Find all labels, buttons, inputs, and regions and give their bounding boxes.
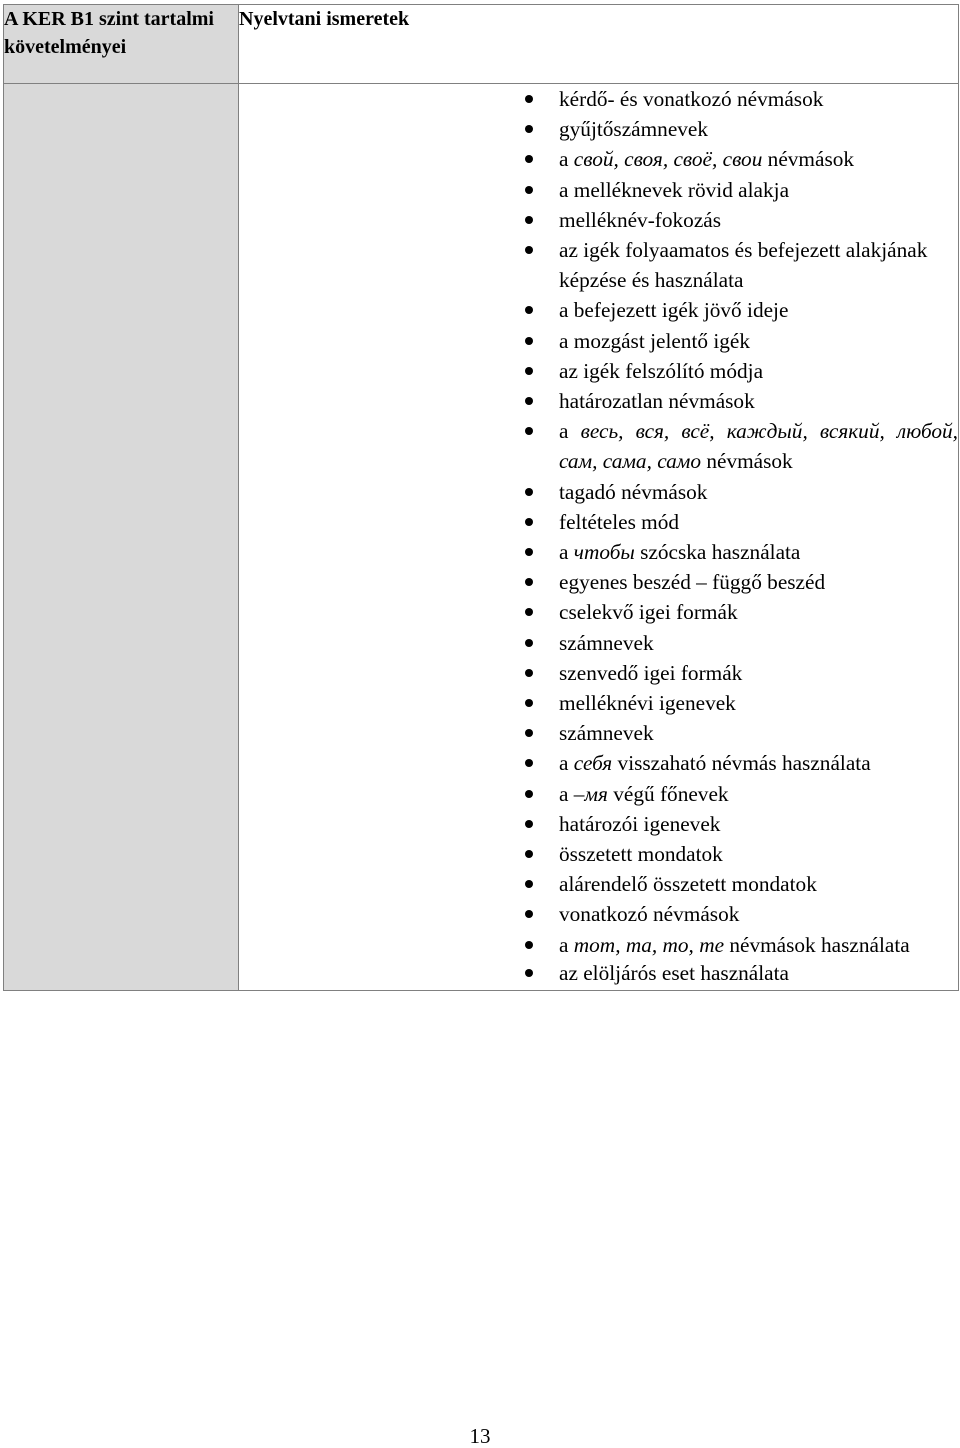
bullet-icon: [525, 216, 533, 224]
list-item: [239, 960, 958, 986]
table-header-row: [4, 5, 959, 84]
bullet-icon: [525, 608, 533, 616]
list-item: [239, 597, 958, 627]
item-text: a mozgást jelentő igék: [559, 328, 751, 353]
item-text-italic: mom, ma, mo, me: [573, 932, 725, 957]
bullet-icon: [525, 186, 533, 194]
item-text-prefix: a: [559, 419, 581, 444]
list-item: [239, 658, 958, 688]
item-text: a befejezett igék jövő ideje: [559, 298, 789, 323]
bullet-icon: [525, 941, 533, 949]
item-text-prefix: a: [559, 932, 574, 957]
list-item: [239, 356, 958, 386]
bullet-icon: [525, 969, 533, 977]
list-item: [239, 748, 958, 778]
item-text: névmások használata: [724, 932, 910, 957]
list-item: [239, 114, 958, 144]
item-text-prefix: a: [559, 540, 574, 565]
list-item: [239, 295, 958, 325]
item-text-italic: чтобы: [573, 540, 635, 565]
list-item: [239, 567, 958, 597]
item-text-italic: –мя: [573, 781, 608, 806]
bullet-icon: [525, 337, 533, 345]
item-text: szócska használata: [634, 540, 801, 565]
list-item: [239, 507, 958, 537]
list-item: [239, 386, 958, 416]
list-item: [239, 688, 958, 718]
item-text: határozói igenevek: [559, 811, 721, 836]
item-text: az elöljárós eset használata: [559, 960, 790, 985]
item-text: feltételes mód: [559, 509, 680, 534]
item-text: számnevek: [559, 721, 654, 746]
list-item: [239, 477, 958, 507]
bullet-icon: [525, 518, 533, 526]
page-number: 13: [469, 1424, 491, 1448]
item-text: gyűjtőszámnevek: [559, 117, 709, 142]
bullet-icon: [525, 427, 533, 435]
bullet-icon: [525, 548, 533, 556]
header-topic-label: Nyelvtani ismeretek: [239, 8, 410, 30]
item-text: összetett mondatok: [559, 842, 723, 867]
item-text: névmások: [762, 147, 855, 172]
item-text: cselekvő igei formák: [559, 600, 738, 625]
bullet-icon: [525, 820, 533, 828]
item-text: a melléknevek rövid alakja: [559, 177, 790, 202]
bullet-icon: [525, 880, 533, 888]
item-text: tagadó névmások: [559, 479, 708, 504]
header-topic-cell: [239, 5, 959, 84]
item-text: alárendelő összetett mondatok: [559, 872, 817, 897]
item-text: számnevek: [559, 630, 654, 655]
list-item: [239, 537, 958, 567]
list-item: [239, 930, 958, 960]
item-text-prefix: a: [559, 781, 574, 806]
header-level-cell: [4, 5, 239, 84]
bullet-icon: [525, 759, 533, 767]
bullet-icon: [525, 397, 533, 405]
item-text: az igék folyaamatos és befejezett alakjának képzése és használata: [559, 238, 928, 293]
bullet-icon: [525, 488, 533, 496]
item-text-prefix: a: [559, 147, 574, 172]
bullet-icon: [525, 306, 533, 314]
item-text-italic: себя: [573, 751, 613, 776]
grammar-topics-cell: [239, 84, 959, 991]
grammar-topics-list: [239, 84, 958, 986]
list-item: [239, 416, 958, 476]
list-item: [239, 84, 958, 114]
header-level-label: A KER B1 szint tartalmi követelményei: [4, 8, 214, 58]
item-text: melléknév-fokozás: [559, 207, 722, 232]
table-body-row: [4, 84, 959, 991]
bullet-icon: [525, 669, 533, 677]
bullet-icon: [525, 639, 533, 647]
item-text: melléknévi igenevek: [559, 691, 736, 716]
item-text: határozatlan névmások: [559, 389, 755, 414]
list-item: [239, 175, 958, 205]
list-item: [239, 809, 958, 839]
bullet-icon: [525, 790, 533, 798]
item-text: szenvedő igei formák: [559, 660, 743, 685]
bullet-icon: [525, 910, 533, 918]
list-item: [239, 144, 958, 174]
list-item: [239, 899, 958, 929]
list-item: [239, 205, 958, 235]
list-item: [239, 235, 958, 295]
list-item: [239, 839, 958, 869]
item-text: névmások: [701, 449, 793, 474]
list-item: [239, 869, 958, 899]
bullet-icon: [525, 95, 533, 103]
bullet-icon: [525, 125, 533, 133]
item-text: kérdő- és vonatkozó névmások: [559, 87, 824, 111]
bullet-icon: [525, 367, 533, 375]
item-text: az igék felszólító módja: [559, 358, 764, 383]
level-cell-empty: [4, 84, 239, 991]
item-text-italic: весь, вся, всё, каждый, всякий, любой, сам, сама, само: [559, 419, 959, 474]
bullet-icon: [525, 246, 533, 254]
list-item: [239, 718, 958, 748]
item-text: végű főnevek: [607, 781, 729, 806]
item-text: vonatkozó névmások: [559, 902, 740, 927]
item-text-italic: свой, своя, своё, свои: [573, 147, 763, 172]
bullet-icon: [525, 699, 533, 707]
requirements-table: [3, 4, 959, 991]
bullet-icon: [525, 729, 533, 737]
list-item: [239, 779, 958, 809]
item-text: egyenes beszéd – függő beszéd: [559, 570, 826, 595]
bullet-icon: [525, 850, 533, 858]
item-text-prefix: a: [559, 751, 574, 776]
list-item: [239, 326, 958, 356]
item-text: visszaható névmás használata: [612, 751, 871, 776]
list-item: [239, 628, 958, 658]
bullet-icon: [525, 155, 533, 163]
bullet-icon: [525, 578, 533, 586]
